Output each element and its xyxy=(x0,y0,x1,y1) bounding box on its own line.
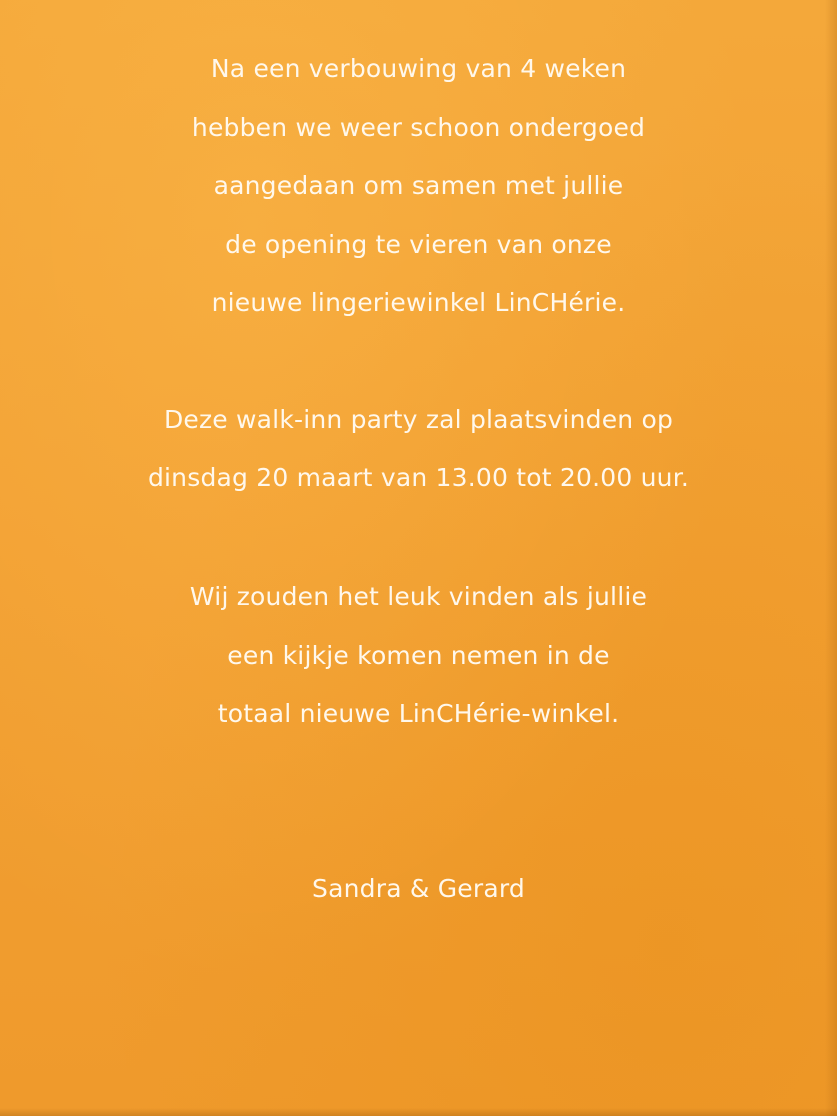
paragraph-1-line-4: de opening te vieren van onze xyxy=(225,230,612,259)
signature: Sandra & Gerard xyxy=(312,874,525,903)
paper-edge-shadow xyxy=(825,0,837,1116)
paragraph-3-line-3: totaal nieuwe LinCHérie-winkel. xyxy=(217,699,620,728)
paragraph-1-line-2: hebben we weer schoon ondergoed xyxy=(191,113,646,142)
paragraph-3-line-2: een kijkje komen nemen in de xyxy=(227,641,610,670)
paragraph-3-line-1: Wij zouden het leuk vinden als jullie xyxy=(189,582,648,611)
paragraph-2-line-1: Deze walk-inn party zal plaatsvinden op xyxy=(163,405,674,434)
paragraph-1-line-5: nieuwe lingeriewinkel LinCHérie. xyxy=(211,288,626,317)
paragraph-1-line-3: aangedaan om samen met jullie xyxy=(213,171,624,200)
paragraph-1-line-1: Na een verbouwing van 4 weken xyxy=(210,54,627,83)
paragraph-2-line-2: dinsdag 20 maart van 13.00 tot 20.00 uur. xyxy=(147,463,690,492)
paper-bottom-edge xyxy=(0,1108,837,1116)
